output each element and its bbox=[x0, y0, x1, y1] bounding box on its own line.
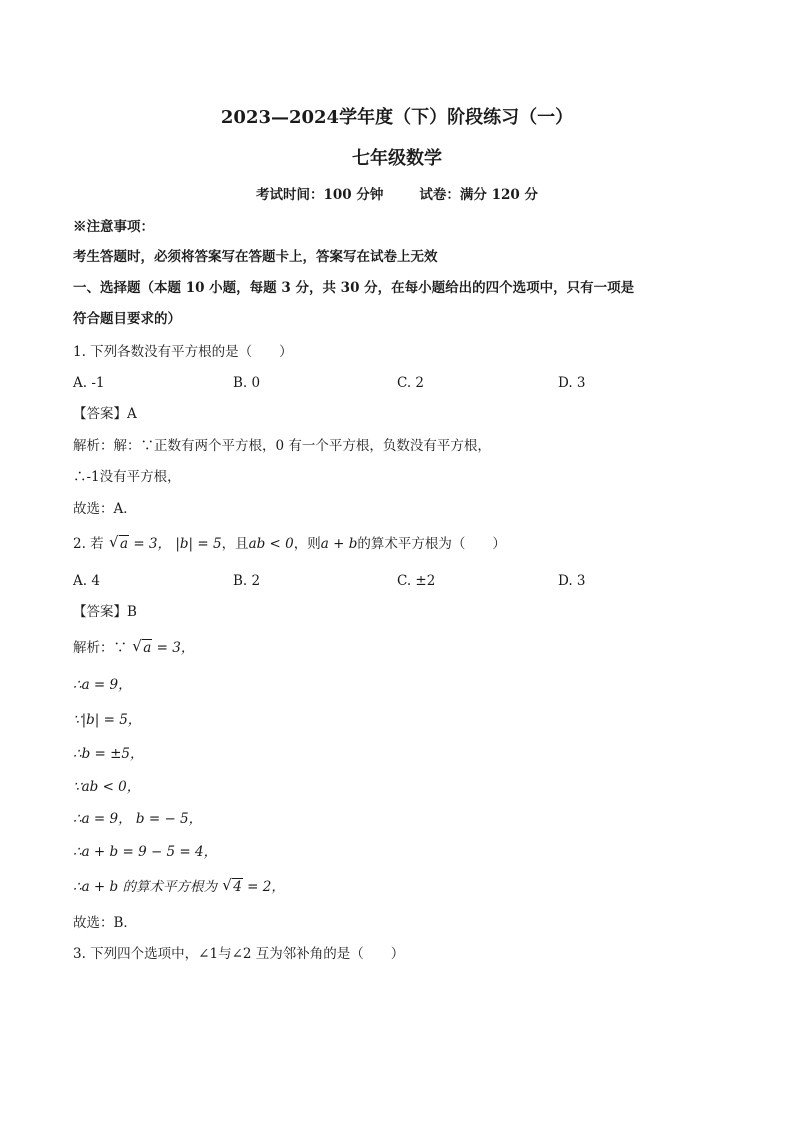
question-2-stem-suffix: 的算术平方根为（ ） bbox=[357, 536, 506, 552]
question-2-stem-then: ，则 bbox=[293, 536, 321, 552]
question-1-analysis-line2: ∴-1没有平方根， bbox=[73, 469, 181, 485]
question-2-answer: 【答案】B bbox=[73, 604, 137, 620]
analysis-line-1 bbox=[73, 639, 194, 657]
section-heading-line2: 符合题目要求的） bbox=[73, 311, 181, 327]
sqrt-a-radical: √ a bbox=[110, 535, 129, 553]
question-1-stem: 1. 下列各数没有平方根的是（ ） bbox=[73, 344, 293, 360]
sqrt-a-radical-2: √ a bbox=[133, 639, 152, 657]
exam-info bbox=[0, 186, 794, 204]
question-2-stem-ab: ab < 0 bbox=[248, 536, 294, 552]
analysis-line-7: ∴a + b = 9 − 5 = 4， bbox=[73, 844, 218, 860]
question-2-option-d: D. 3 bbox=[558, 573, 586, 589]
analysis-line-6: ∴a = 9， b = − 5， bbox=[73, 811, 203, 827]
analysis-line-2: ∴a = 9， bbox=[73, 677, 132, 693]
question-2-stem-abs: |b| = 5 bbox=[175, 536, 222, 552]
question-2-stem-eq1: = 3， bbox=[133, 536, 172, 552]
question-1-answer: 【答案】A bbox=[73, 406, 137, 422]
analysis-line-8-eq: = 2， bbox=[247, 879, 285, 895]
section-heading-line1: 一、选择题（本题 10 小题，每题 3 分，共 30 分，在每小题给出的四个选项中，只有一项是 bbox=[73, 280, 635, 296]
analysis-line-3: ∵|b| = 5， bbox=[73, 712, 142, 728]
analysis-line-1-prefix: 解析：∵ bbox=[73, 640, 127, 656]
question-2-stem-and: ，且 bbox=[221, 536, 249, 552]
analysis-line-4: ∴b = ±5， bbox=[73, 746, 144, 762]
analysis-line-8 bbox=[73, 878, 285, 896]
question-3-stem: 3. 下列四个选项中，∠1与∠2 互为邻补角的是（ ） bbox=[73, 946, 405, 962]
question-1-choose: 故选：A． bbox=[73, 501, 137, 517]
question-2-option-c: C. ±2 bbox=[397, 573, 436, 589]
question-2-option-b: B. 2 bbox=[233, 573, 261, 589]
question-1-analysis-line1: 解析：解：∵正数有两个平方根，0 有一个平方根，负数没有平方根， bbox=[73, 438, 491, 454]
analysis-line-5: ∵ab < 0， bbox=[73, 779, 141, 795]
question-1-option-a: A. -1 bbox=[73, 375, 105, 391]
notice-text: 考生答题时，必须将答案写在答题卡上，答案写在试卷上无效 bbox=[73, 249, 438, 265]
page-subtitle: 七年级数学 bbox=[352, 148, 442, 169]
analysis-line-1-eq: = 3， bbox=[156, 640, 195, 656]
question-2-option-a: A. 4 bbox=[73, 573, 100, 589]
page-title: 2023—2024学年度（下）阶段练习（一） bbox=[220, 107, 574, 128]
question-1-option-d: D. 3 bbox=[558, 375, 586, 391]
exam-time: 考试时间：100 分钟 bbox=[256, 187, 384, 203]
question-1-option-c: C. 2 bbox=[397, 375, 425, 391]
analysis-line-8-prefix: ∴a + b 的算术平方根为 bbox=[73, 879, 217, 895]
full-score: 试卷：满分 120 分 bbox=[419, 187, 538, 203]
question-2-choose: 故选：B． bbox=[73, 915, 137, 931]
question-1-option-b: B. 0 bbox=[233, 375, 261, 391]
question-2-stem-apb: a + b bbox=[320, 536, 358, 552]
question-2-stem-prefix: 2. 若 bbox=[73, 536, 104, 552]
question-2-stem bbox=[73, 535, 506, 553]
notice-heading: ※注意事项： bbox=[73, 219, 154, 235]
sqrt-4-radical: √ 4 bbox=[223, 878, 243, 896]
